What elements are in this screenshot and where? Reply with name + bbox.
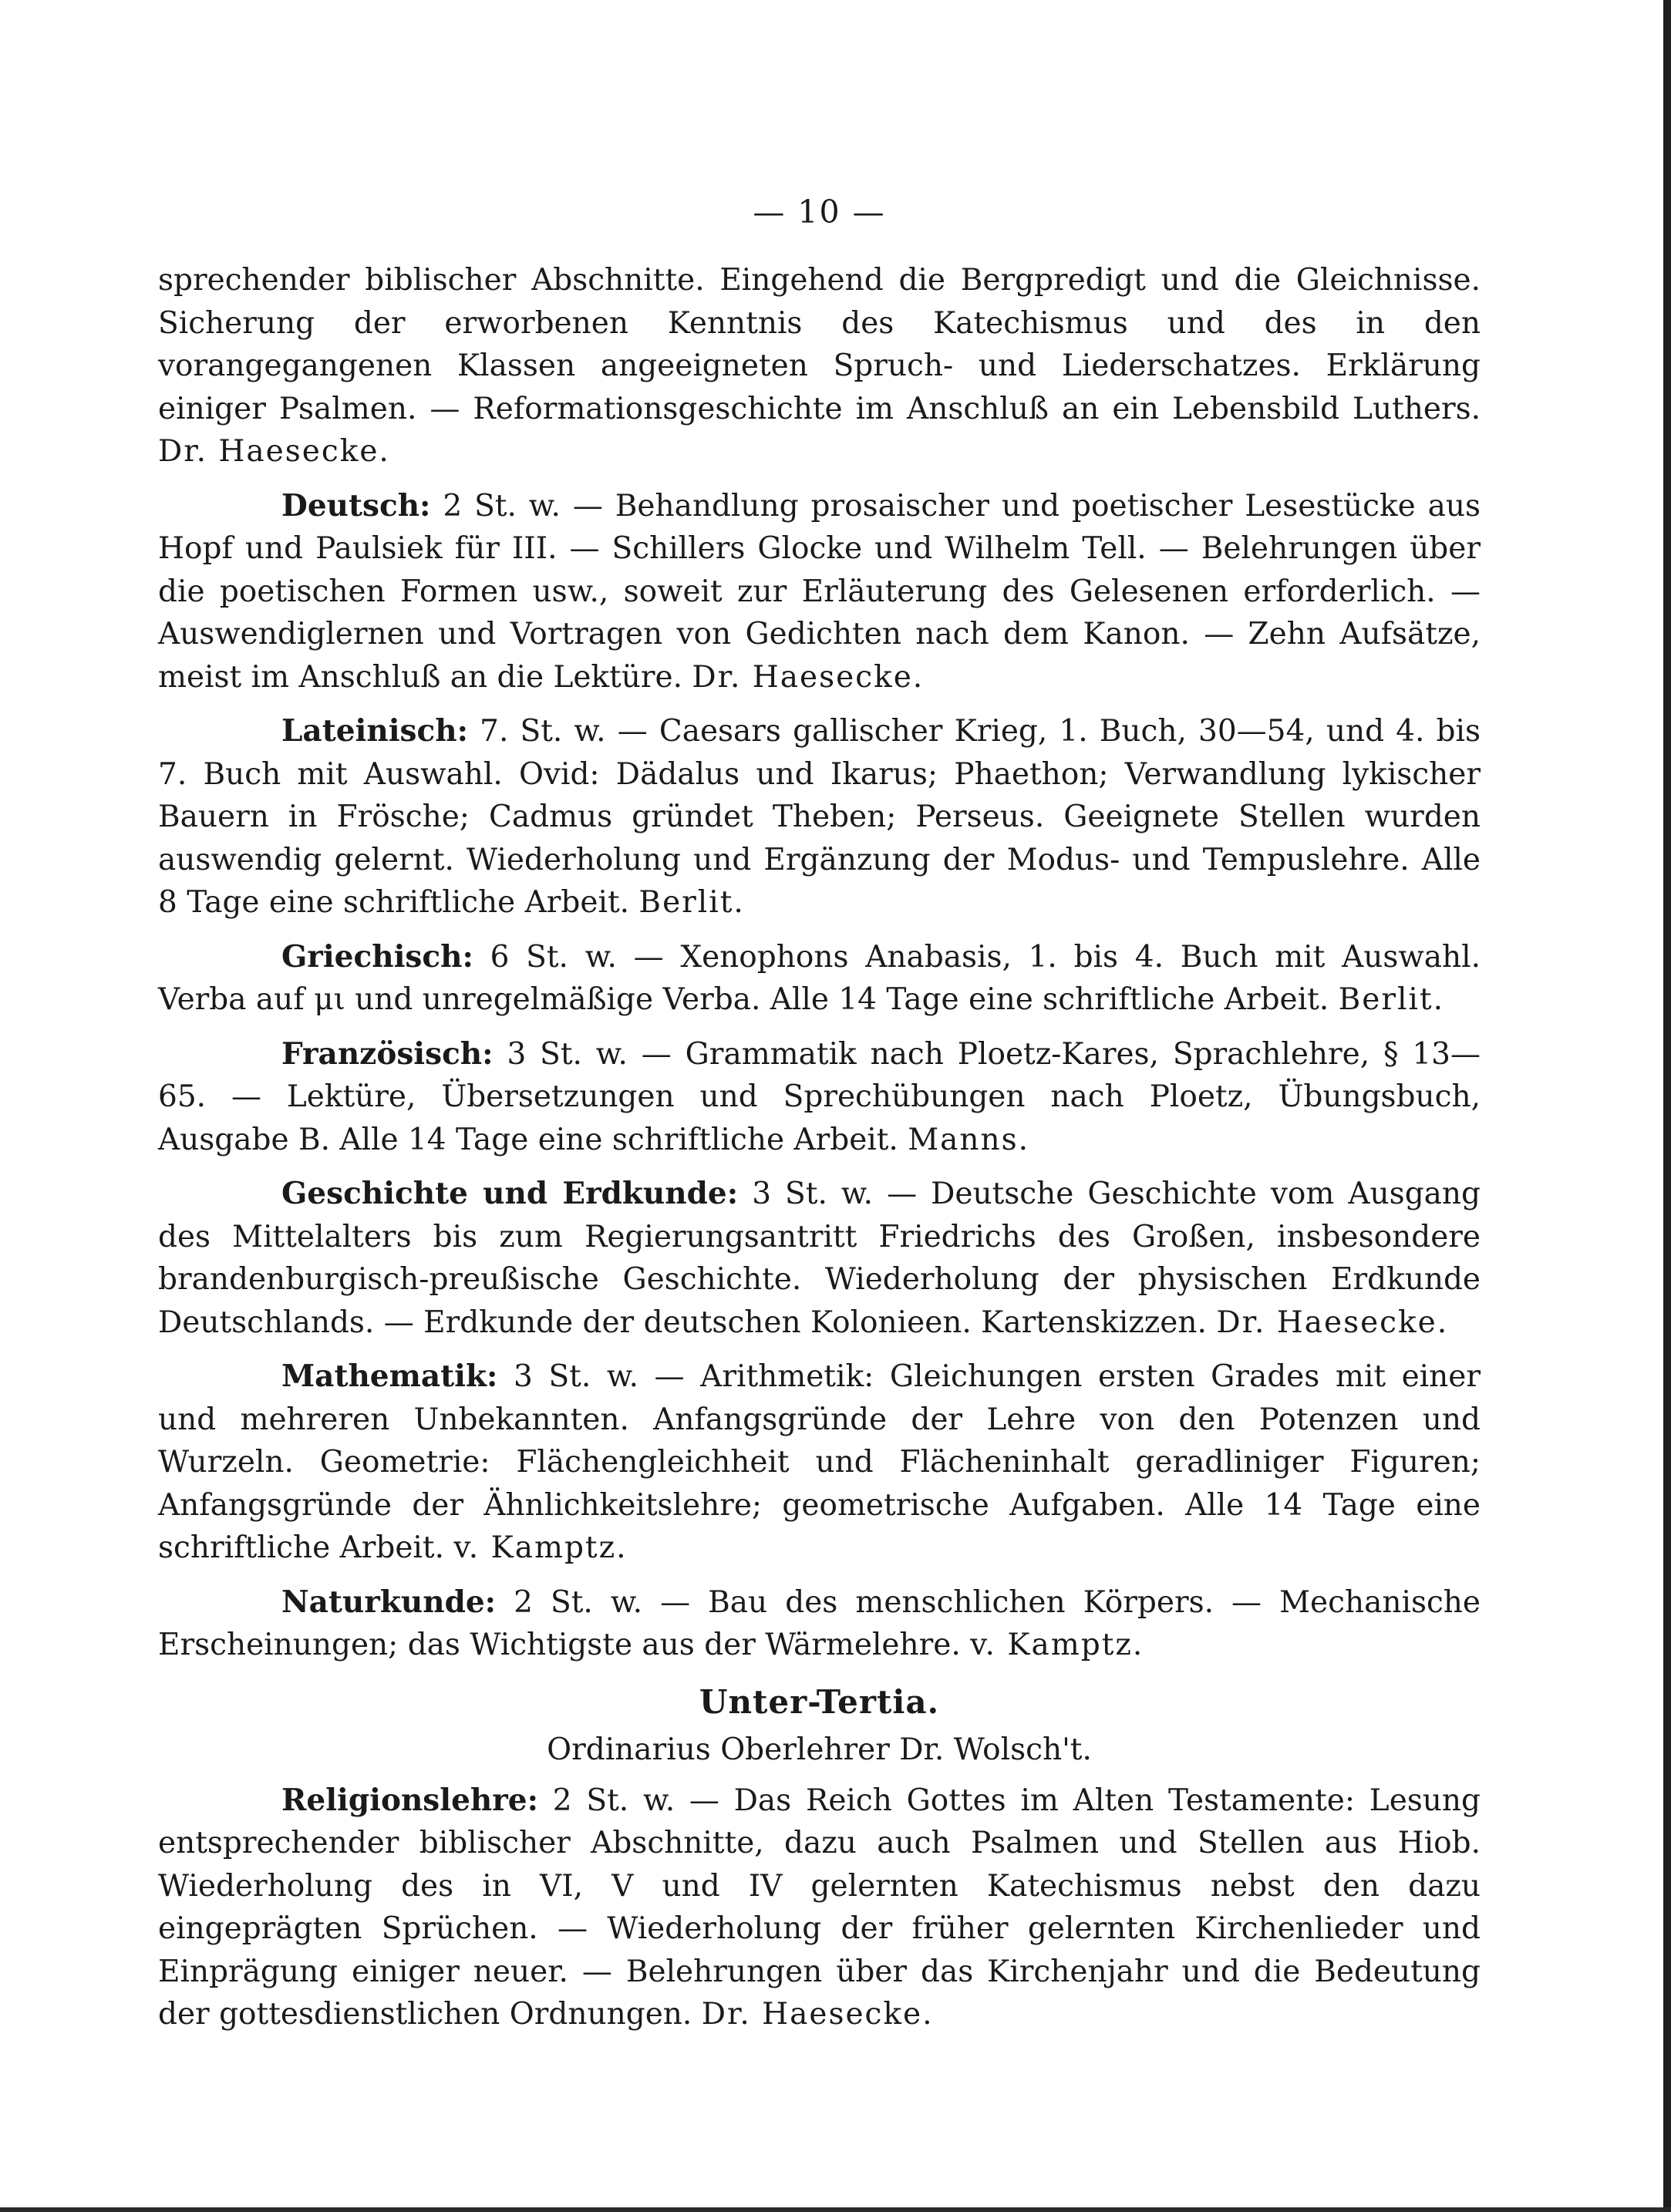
paragraph-text: sprechender biblischer Abschnitte. Eingehend die Bergpredigt und die Gleichnisse. Sicherung der erworbenen Kenntnis des Katechismus und des in den vorangegangenen Klassen angeeigneten Spruch- und Liederschatzes. Erklärung einiger Psalmen. — Reformationsgeschichte im Anschluß an ein Lebensbild Luthers.	[158, 263, 1481, 426]
teacher-name: Dr. Haesecke.	[158, 434, 390, 469]
paragraph-religion-continued	[158, 259, 1481, 473]
paragraph-text: 3 St. w. — Grammatik nach Ploetz-Kares, Sprachlehre, § 13—65. — Lektüre, Übersetzungen und Sprechübungen nach Ploetz, Übungsbuch, Ausgabe B. Alle 14 Tage eine schriftliche Arbeit.	[158, 1036, 1481, 1157]
paragraph-text: 2 St. w. — Das Reich Gottes im Alten Testamente: Lesung entsprechender biblischer Abschnitte, dazu auch Psalmen und Stellen aus Hiob. Wiederholung des in VI, V und IV gelernten Katechismus nebst den dazu eingeprägten Sprüchen. — Wiederholung der früher gelernten Kirchenlieder und Einprägung einiger neuer. — Belehrungen über das Kirchenjahr und die Bedeutung der gottesdienstlichen Ordnungen.	[158, 1783, 1481, 2032]
teacher-name: Dr. Haesecke.	[692, 659, 925, 695]
paragraph-mathematik	[158, 1355, 1481, 1570]
paragraph-lateinisch	[158, 710, 1481, 924]
subject-heading: Griechisch:	[281, 938, 473, 975]
subject-heading: Lateinisch:	[281, 713, 468, 749]
teacher-name: Berlit.	[1338, 982, 1444, 1017]
paragraph-text: 3 St. w. — Arithmetik: Gleichungen ersten Grades mit einer und mehreren Unbekannten. Anfangsgründe der Lehre von den Potenzen und Wurzeln. Geometrie: Flächengleichheit und Flächeninhalt geradliniger Figuren; Anfangsgründe der Ähnlichkeitslehre; geometrische Aufgaben. Alle 14 Tage eine schriftliche Arbeit.	[158, 1359, 1481, 1565]
paragraph-text: 2 St. w. — Behandlung prosaischer und poetischer Lesestücke aus Hopf und Paulsiek für III. — Schillers Glocke und Wilhelm Tell. — Belehrungen über die poetischen Formen usw., soweit zur Erläuterung des Gelesenen erforderlich. — Auswendiglernen und Vortragen von Gedichten nach dem Kanon. — Zehn Aufsätze, meist im Anschluß an die Lektüre.	[158, 488, 1481, 695]
teacher-name: Dr. Haesecke.	[1216, 1305, 1449, 1340]
section-ordinarius: Ordinarius Oberlehrer Dr. Wolsch't.	[547, 1732, 1092, 1767]
subject-heading: Religionslehre:	[281, 1782, 539, 1818]
teacher-name: v. Kamptz.	[453, 1530, 628, 1565]
paragraph-griechisch	[158, 936, 1481, 1022]
paragraph-text: 7. St. w. — Caesars gallischer Krieg, 1. Buch, 30—54, und 4. bis 7. Buch mit Auswahl. Ovid: Dädalus und Ikarus; Phaethon; Verwandlung lykischer Bauern in Frösche; Cadmus gründet Theben; Perseus. Geeignete Stellen wurden auswendig gelernt. Wiederholung und Ergänzung der Modus- und Tempuslehre. Alle 8 Tage eine schriftliche Arbeit.	[158, 714, 1481, 920]
paragraph-geschichte	[158, 1173, 1481, 1344]
scan-border-bottom	[0, 2207, 1671, 2212]
teacher-name: v. Kamptz.	[970, 1628, 1144, 1662]
teacher-name: Dr. Haesecke.	[701, 1997, 934, 2032]
paragraph-text: 3 St. w. — Deutsche Geschichte vom Ausgang des Mittelalters bis zum Regierungsantritt Friedrichs des Großen, insbesondere brandenburgisch-preußische Geschichte. Wiederholung der physischen Erdkunde Deutschlands. — Erdkunde der deutschen Kolonieen. Kartenskizzen.	[158, 1177, 1481, 1340]
subject-heading: Mathematik:	[281, 1359, 498, 1394]
paragraph-text: 6 St. w. — Xenophons Anabasis, 1. bis 4. Buch mit Auswahl. Verba auf μι und unregelmäßige Verba. Alle 14 Tage eine schriftliche Arbeit.	[158, 939, 1481, 1017]
paragraph-religionslehre	[158, 1779, 1481, 2036]
section-title: Unter-Tertia.	[699, 1682, 940, 1721]
subject-heading: Deutsch:	[281, 487, 431, 524]
subject-heading: Geschichte und Erdkunde:	[281, 1176, 739, 1211]
teacher-name: Berlit.	[638, 885, 745, 920]
paragraph-franzoesisch	[158, 1033, 1481, 1162]
paragraph-naturkunde	[158, 1581, 1481, 1667]
page-number: — 10 —	[753, 194, 886, 231]
teacher-name: Manns.	[908, 1122, 1030, 1157]
subject-heading: Naturkunde:	[281, 1584, 497, 1620]
paragraph-text: 2 St. w. — Bau des menschlichen Körpers. — Mechanische Erscheinungen; das Wichtigste aus der Wärmelehre.	[158, 1584, 1481, 1662]
document-page	[158, 193, 1481, 2048]
subject-heading: Französisch:	[281, 1035, 494, 1072]
scan-border-right	[1663, 0, 1671, 2212]
paragraph-deutsch	[158, 485, 1481, 699]
